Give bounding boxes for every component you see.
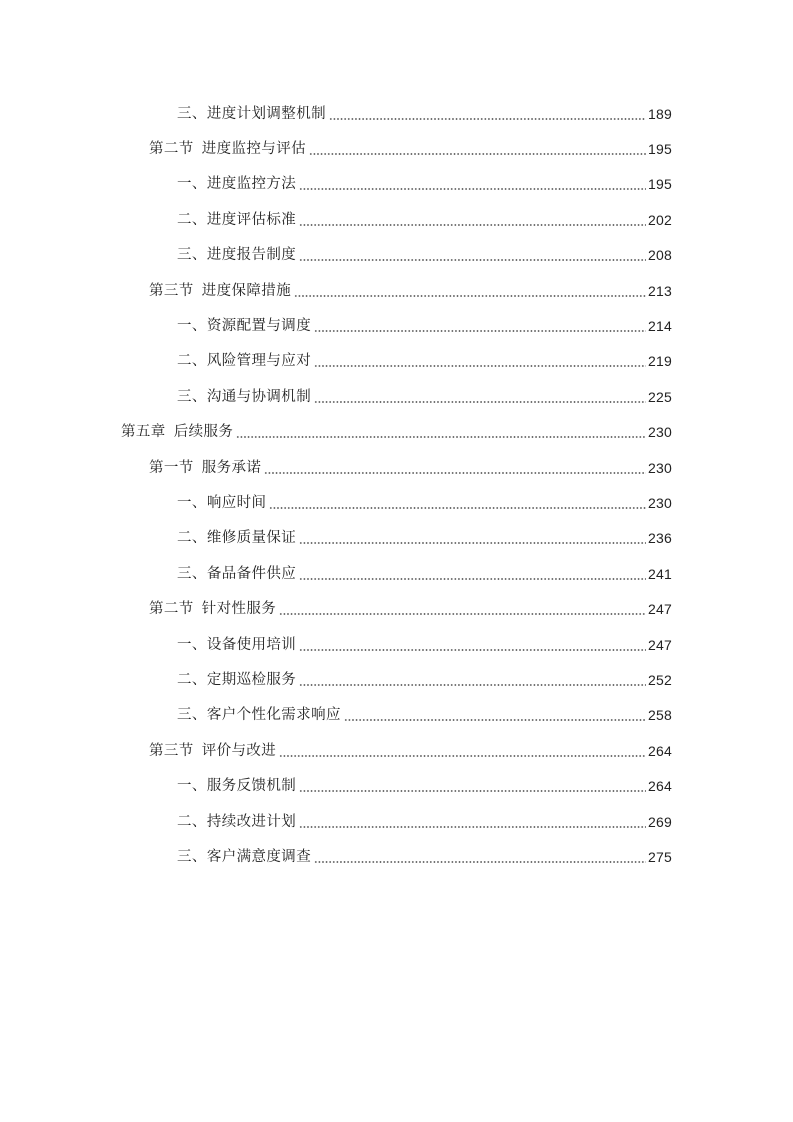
toc-page-number: 195 (648, 176, 672, 193)
toc-dot-leader (299, 790, 646, 792)
toc-entry-prefix: 三、 (177, 707, 207, 724)
toc-entry-prefix: 二、 (177, 671, 207, 688)
toc-page-number: 236 (648, 530, 672, 547)
toc-entry-prefix: 第三节 (149, 282, 194, 299)
toc-page-number: 225 (648, 388, 672, 405)
toc-entry-prefix: 第三节 (149, 742, 194, 759)
toc-dot-leader (299, 259, 646, 261)
toc-dot-leader (299, 578, 646, 580)
toc-page-number: 219 (648, 353, 672, 370)
toc-entry[interactable] (0, 167, 793, 202)
toc-entry-title (177, 528, 296, 548)
toc-page-number: 275 (648, 848, 672, 865)
toc-entry-title (177, 776, 296, 796)
toc-entry-text: 备品备件供应 (206, 565, 297, 582)
toc-entry[interactable] (0, 344, 793, 379)
toc-page-number: 247 (648, 636, 672, 653)
toc-entry-text: 进度保障措施 (201, 282, 292, 299)
toc-dot-leader (309, 153, 646, 155)
toc-page-number: 264 (648, 742, 672, 759)
toc-page-number: 258 (648, 707, 672, 724)
toc-entry-prefix: 二、 (177, 211, 207, 228)
toc-page-number: 214 (648, 318, 672, 335)
toc-entry-title (121, 422, 233, 442)
toc-entry-title (149, 741, 276, 761)
toc-entry-title (177, 351, 311, 371)
toc-dot-leader (299, 649, 646, 651)
toc-entry-title (177, 705, 341, 725)
toc-entry-text: 设备使用培训 (206, 636, 297, 653)
toc-dot-leader (299, 542, 646, 544)
toc-entry-prefix: 第五章 (121, 424, 166, 441)
toc-entry-prefix: 一、 (177, 494, 207, 511)
toc-page-number: 230 (648, 494, 672, 511)
toc-entry-title (177, 670, 296, 690)
toc-page-number: 189 (648, 105, 672, 122)
toc-dot-leader (314, 365, 646, 367)
toc-dot-leader (299, 684, 646, 686)
toc-entry-prefix: 三、 (177, 105, 207, 122)
toc-page-number: 230 (648, 459, 672, 476)
toc-dot-leader (314, 401, 646, 403)
toc-page-number: 252 (648, 671, 672, 688)
toc-dot-leader (236, 436, 646, 438)
toc-entry-prefix: 二、 (177, 353, 207, 370)
toc-page-number: 241 (648, 565, 672, 582)
toc-dot-leader (294, 295, 646, 297)
toc-entry[interactable] (0, 768, 793, 803)
toc-entry-title (177, 847, 311, 867)
toc-dot-leader (299, 224, 646, 226)
toc-entry[interactable] (0, 698, 793, 733)
toc-entry-text: 针对性服务 (201, 601, 277, 618)
toc-entry-title (177, 387, 311, 407)
toc-dot-leader (329, 118, 646, 120)
toc-entry[interactable] (0, 591, 793, 626)
toc-entry[interactable] (0, 96, 793, 131)
toc-entry-prefix: 二、 (177, 813, 207, 830)
toc-entry[interactable] (0, 556, 793, 591)
toc-entry[interactable] (0, 202, 793, 237)
toc-entry-text: 进度评估标准 (206, 211, 297, 228)
toc-entry[interactable] (0, 415, 793, 450)
toc-entry[interactable] (0, 379, 793, 414)
toc-entry[interactable] (0, 662, 793, 697)
toc-entry-prefix: 第二节 (149, 601, 194, 618)
toc-entry-prefix: 三、 (177, 565, 207, 582)
toc-entry-prefix: 第二节 (149, 141, 194, 158)
toc-dot-leader (314, 861, 646, 863)
toc-entry-prefix: 三、 (177, 388, 207, 405)
toc-entry[interactable] (0, 450, 793, 485)
toc-entry-title (149, 458, 261, 478)
toc-entry-title (177, 245, 296, 265)
toc-entry-title (149, 599, 276, 619)
toc-page-number: 213 (648, 282, 672, 299)
toc-entry-text: 维修质量保证 (206, 530, 297, 547)
toc-dot-leader (299, 188, 646, 190)
toc-dot-leader (269, 507, 646, 509)
toc-entry-title (149, 281, 291, 301)
toc-dot-leader (299, 826, 646, 828)
toc-dot-leader (264, 472, 646, 474)
toc-entry-title (177, 316, 311, 336)
toc-entry-text: 评价与改进 (201, 742, 277, 759)
toc-entry-prefix: 第一节 (149, 459, 194, 476)
toc-entry[interactable] (0, 308, 793, 343)
toc-entry[interactable] (0, 521, 793, 556)
toc-entry-title (177, 635, 296, 655)
toc-entry[interactable] (0, 238, 793, 273)
toc-entry-text: 后续服务 (173, 424, 234, 441)
toc-entry-text: 定期巡检服务 (206, 671, 297, 688)
toc-entry-title (177, 174, 296, 194)
toc-entry-prefix: 二、 (177, 530, 207, 547)
toc-dot-leader (279, 613, 646, 615)
toc-entry[interactable] (0, 733, 793, 768)
toc-entry-text: 客户个性化需求响应 (206, 707, 341, 724)
toc-page-number: 208 (648, 247, 672, 264)
toc-dot-leader (279, 755, 646, 757)
toc-page-number: 247 (648, 601, 672, 618)
toc-entry[interactable] (0, 131, 793, 166)
toc-entry-text: 响应时间 (206, 494, 267, 511)
toc-entry-prefix: 三、 (177, 247, 207, 264)
toc-entry-text: 服务承诺 (201, 459, 262, 476)
toc-entry-prefix: 一、 (177, 318, 207, 335)
toc-entry[interactable] (0, 839, 793, 874)
toc-entry-prefix: 一、 (177, 636, 207, 653)
toc-entry[interactable] (0, 804, 793, 839)
toc-entry-prefix: 一、 (177, 176, 207, 193)
toc-entry[interactable] (0, 485, 793, 520)
toc-entry-text: 持续改进计划 (206, 813, 297, 830)
toc-entry-text: 进度报告制度 (206, 247, 297, 264)
toc-page-number: 202 (648, 211, 672, 228)
toc-entry-prefix: 一、 (177, 778, 207, 795)
toc-page-number: 269 (648, 813, 672, 830)
toc-page-number: 264 (648, 778, 672, 795)
toc-page-number: 195 (648, 141, 672, 158)
toc-entry-title (149, 139, 306, 159)
toc-entry-text: 服务反馈机制 (206, 778, 297, 795)
toc-entry-text: 沟通与协调机制 (206, 388, 312, 405)
toc-entry-text: 进度监控与评估 (201, 141, 307, 158)
toc-entry-text: 进度监控方法 (206, 176, 297, 193)
toc-entry-prefix: 三、 (177, 848, 207, 865)
toc-entry-title (177, 210, 296, 230)
toc-dot-leader (344, 719, 646, 721)
toc-entry-title (177, 564, 296, 584)
toc-entry-title (177, 493, 266, 513)
toc-entry-text: 风险管理与应对 (206, 353, 312, 370)
toc-page-number: 230 (648, 424, 672, 441)
toc-entry-text: 资源配置与调度 (206, 318, 312, 335)
toc-dot-leader (314, 330, 646, 332)
toc-entry-text: 进度计划调整机制 (206, 105, 327, 122)
toc-entry[interactable] (0, 273, 793, 308)
table-of-contents (0, 96, 793, 875)
toc-entry[interactable] (0, 627, 793, 662)
toc-entry-text: 客户满意度调查 (206, 848, 312, 865)
toc-entry-title (177, 812, 296, 832)
toc-entry-title (177, 104, 326, 124)
